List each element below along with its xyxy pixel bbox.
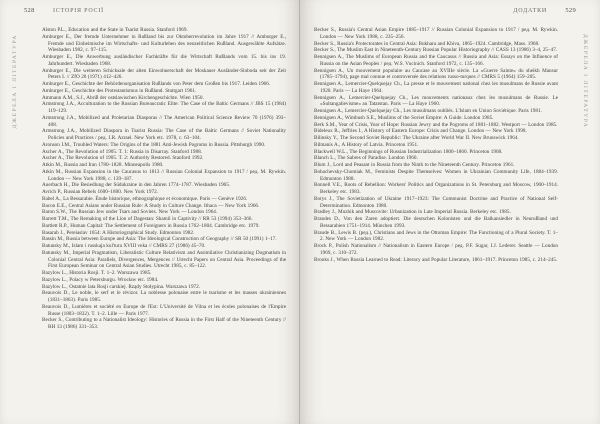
- bibliography-entry: Bennigsen A., Lemercier-Quelquejay Ch., Les mouvements nationaux chez les musulmans de Russie. Le «Sultangalievisme» au Tatarstan. Paris — La Haye 1960.: [314, 94, 558, 108]
- running-head-right: [513, 7, 576, 15]
- bibliography-entry: Borys J., The Sovietization of Ukraine 1917–1923: The Communist Doctrine and Practice of National Self-Determination. Edmonton 1980.: [314, 195, 558, 209]
- bibliography-entry: Blackwell W.L., The Beginnings of Russian Industrialization 1800–1860. Princeton 1968.: [314, 148, 503, 155]
- bibliography-entry: Alston P.L., Education and the State in Tsarist Russia. Stanford 1969.: [42, 27, 188, 33]
- bibliography-column-right: [314, 27, 558, 411]
- bibliography-entry: Amburger E., Geschichte der Behördenorganisation Rußlands von Peter dem Großen bis 1917. Leiden 1966.: [42, 81, 271, 87]
- bibliography-entry: Armstrong J.A., Acculturation to the Russian Bureaucratic Elite: The Case of the Baltic Germans // JBS 15 (1984) 119–129.: [42, 101, 286, 114]
- bibliography-entry: Batunsky M., Imperial Pragmatism, Liberalistic Culture Relativism and Assimilative Christianizing Dogmatism in Colonial Central Asia: Parallels, Divergences, Mergences // Utrecht Papers on Central Asia. Proceedings of the First European Seminar on Central Asian Studies. Utrecht 1985, с. 85–122.: [42, 249, 286, 270]
- bibliography-entry: Bennigsen A., Wimbush S.E., Muslims of the Soviet Empire: A Guide. London 1985.: [314, 114, 494, 121]
- bibliography-entry: Amburger E., Die Anwerbung ausländischer Fachkräfte für die Wirtschaft Rußlands vom 15. bis ins 19. Jahrhundert. Wiesbaden 1968.: [42, 54, 286, 67]
- bibliography-entry: Amburger E., Der fremde Unternehmer in Rußland bis zur Oktoberrevolution im Jahre 1917 // Amburger E., Fremde und Einheimische im Wirtschafts- und Kulturleben des neuzeitlichen Rußland. Ausgewählte Aufsätze. Wiesbaden 1982, с. 97–115.: [42, 33, 286, 54]
- bibliography-entry: Baron S.W., The Russian Jew under Tsars and Soviets. New York — London 1964.: [42, 209, 218, 216]
- bibliography-entry: Bazylow L., Polacy w Petersburgu. Wrocław etc. 1984.: [42, 276, 159, 283]
- bibliography-entry: Becker S., Russia's Protectorates in Central Asia: Bukhara and Khiva, 1865–1924. Cambridge, Mass. 1968.: [314, 40, 540, 47]
- bibliography-entry: Blum J., Lord and Peasant in Russia from the Ninth to the Nineteenth Century. Princeton 1961.: [314, 162, 515, 168]
- bibliography-entry: Auerbach H., Die Besiedlung der Südukraine in den Jahren 1774–1787. Wiesbaden 1965.: [42, 182, 231, 189]
- bibliography-entry: Bazylow L., Ostatnie lata Rosji carskiej. Rządy Stołypina. Warszawa 1972.: [42, 283, 201, 290]
- running-head-left: [24, 7, 104, 15]
- bibliography-entry: Bilinsky Y., The Second Soviet Republic: The Ukraine after World War II. New Brunswick 1964.: [314, 135, 519, 141]
- bibliography-entry: Amburger E., Die weiteren Schicksale der alten Einwohnerschaft der Moskauer Ausländer-Sloboda seit der Zeit Peters I. // ZfO 20 (1971) 412–426.: [42, 67, 286, 81]
- bibliography-entry: Aronson I.M., Troubled Waters: The Origins of the 1881 Anti-Jewish Pogroms in Russia. Pittsburgh 1990.: [42, 141, 266, 148]
- bibliography-entry: Ascher A., The Revolution of 1905. T. 1: Russia in Disarray. Stanford 1988.: [42, 148, 202, 155]
- bibliography-entry: Bideleux R., Jeffries I., A History of Eastern Europe: Crisis and Change. London — New York 1998.: [314, 128, 527, 135]
- bibliography-entry: Bennigsen A., Lemercier-Quelquejay Ch., La presse et le mouvement national chez les musulmans de Russie avant 1920. Paris — La Haye 1964.: [314, 81, 558, 94]
- bibliography-entry: Avrich P., Russian Rebels 1600–1800. New York 1972.: [42, 189, 159, 195]
- bibliography-entry: Beauvois D., Le noble, le serf et le révizor. La noblesse polonaise entre le tsarisme et les masses ukrainiennes (1831–1863). Paris 1985.: [42, 290, 286, 303]
- page-right: [300, 0, 600, 424]
- margin-section-label-left: ДЖЕРЕЛА І ЛІТЕРАТУРА: [12, 34, 18, 129]
- bibliography-entry: Atkin M., Russian Expansion in the Caucasus to 1813 // Russian Colonial Expansion to 1917 / ред. M. Rywkin. London — New York 1988, с. 139–187.: [42, 168, 286, 182]
- bibliography-entry: Becker S., The Muslim East in Nineteenth-Century Russian Popular Historiography // CASS 13 (1986) 3–4, 25–47.: [314, 47, 558, 54]
- bibliography-entry: Bartlett R.P., Human Capital: The Settlement of Foreigners in Russia 1762–1804. Cambridge etc. 1979.: [42, 222, 260, 229]
- bibliography-entry: Atkin M., Russia and Iran 1780–1828. Minneapolis 1980.: [42, 162, 164, 168]
- bibliography-entry: Bacon E.E., Central Asians under Russian Rule: A Study in Culture Change. Ithaca — New York 1966.: [42, 202, 260, 209]
- running-title-left: ІСТОРІЯ РОСІЇ: [52, 8, 104, 14]
- bibliography-column-left: [42, 27, 286, 411]
- bibliography-entry: Brock P., Polish Nationalism // Nationalism in Eastern Europe / ред. P.F. Sugar, I.J. Lederer. Seattle — London 1969, с. 310–372.: [314, 243, 558, 256]
- bibliography-entry: Bohachevsky-Chomiak M., Feminists Despite Themselves: Women in Ukrainian Community Life, 1884–1939. Edmonton 1988.: [314, 168, 558, 182]
- bibliography-entry: Brooks J., When Russia Learned to Read: Literacy and Popular Literature, 1861–1917. Princeton 1985, с. 214–245.: [314, 256, 558, 263]
- margin-section-label-right: ДЖЕРЕЛА І ЛІТЕРАТУРА: [582, 34, 588, 129]
- bibliography-entry: Bennigsen A., Lemercier-Quelquejay Ch., Les musulmans oubliés. L'Islam en Union Soviétique. Paris 1981.: [314, 108, 542, 114]
- bibliography-entry: Beauvois D., Lumières et société en Europe de l'Est: L'Université de Vilna et les écoles polonaises de l'Empire Russe (1803–1832). T. 1–2. Lille — Paris 1977.: [42, 303, 286, 317]
- bibliography-entry: Armstrong J.A., Mobilized Diaspora in Tsarist Russia: The Case of the Baltic Germans // Soviet Nationality Policies and Practices / ред. J.R. Azrael. New York etc. 1978, с. 63–104.: [42, 128, 286, 141]
- bibliography-entry: Braude B., Lewis B. (ред.), Christians and Jews in the Ottoman Empire: The Functioning of a Plural Society. T. 1–2. New York — London 1982.: [314, 229, 558, 243]
- bibliography-entry: Berk S.M., Year of Crisis, Year of Hope: Russian Jewry and the Pogroms of 1881–1882. Westport — London 1985.: [314, 121, 558, 128]
- bibliography-entry: Bilmanis A., A History of Latvia. Princeton 1951.: [314, 141, 419, 148]
- bibliography-entry: Bassin M., Russia between Europe and Asia: The Ideological Construction of Geography // SR 50 (1991) 1–17.: [42, 236, 277, 243]
- bibliography-entry: Brandes D., Von den Zaren adoptiert. Die deutschen Kolonisten und die Balkansiedler in Neurußland und Bessarabien 1751–1914. München 1993.: [314, 216, 558, 229]
- bibliography-entry: Bradley J., Muzhik and Muscovite: Urbanization in Late Imperial Russia. Berkeley etc. 1985.: [314, 209, 511, 216]
- bibliography-entry: Babel A., La Bessarabie. Étude historique, ethnographique et économique. Paris — Genève 1926.: [42, 195, 248, 202]
- bibliography-entry: Batunsky M., Islam i russkaja kul'tura XVIII veka // CMRS 27 (1986) 45–70.: [42, 243, 206, 249]
- page-number-right: 529: [565, 7, 576, 14]
- bibliography-entry: Bazylow L., Historia Rosji. T. 1–2. Warszawa 1985.: [42, 270, 152, 276]
- bibliography-entry: Basarab J., Pereiaslav 1654: A Historiographical Study. Edmonton 1982.: [42, 229, 195, 236]
- bibliography-entry: Ammann A.M., S.J., Abriß der ostslawischen Kirchengeschichte. Wien 1950.: [42, 94, 204, 101]
- running-title-right: ДОДАТКИ: [513, 8, 548, 14]
- bibliography-entry: Barrett T.M., The Remaking of the Lion of Dagestan: Shamil in Captivity // RR 53 (1994) 353–366.: [42, 216, 253, 222]
- bibliography-entry: Armstrong J.A., Mobilized and Proletarian Diasporas // The American Political Science Review 70 (1976) 393–408.: [42, 114, 286, 128]
- bibliography-entry: Becker S., Russia's Central Asian Empire 1885–1917 // Russian Colonial Expansion to 1917 / ред. M. Rywkin. London — New York 1988, с. 235–256.: [314, 27, 558, 40]
- bibliography-entry: Amburger E., Geschichte des Protestantismus in Rußland. Stuttgart 1961.: [42, 87, 197, 94]
- page-number-left: 528: [24, 7, 35, 14]
- bibliography-entry: Bonnell V.E., Roots of Rebellion: Workers' Politics and Organizations in St. Petersburg and Moscow, 1900–1914. Berkeley etc. 1983.: [314, 182, 558, 195]
- bibliography-entry: Bennigsen A., The Muslims of European Russia and the Caucasus // Russia and Asia: Essays on the Influence of Russia on the Asian Peoples / ред. W.S. Vucinich. Stanford 1972, с. 135–166.: [314, 54, 558, 67]
- bibliography-entry: Bennigsen A., Un mouvement populaire au Caucase au XVIIIe siècle. La «Guerre Sainte» du sheikh Mansur (1785–1794), page mal connue et controversée des relations russo-turques // CMRS 5 (1964) 159–205.: [314, 67, 558, 81]
- bibliography-entry: Ascher A., The Revolution of 1905. T. 2: Authority Restored. Stanford 1992.: [42, 155, 204, 162]
- bibliography-entry: Blanch L., The Sabres of Paradise. London 1960.: [314, 155, 418, 162]
- bibliography-entry: Becker S., Contributing to a Nationalist Ideology: Histories of Russia in the First Half of the Nineteenth Century // RH 13 (1986) 331–353.: [42, 317, 286, 330]
